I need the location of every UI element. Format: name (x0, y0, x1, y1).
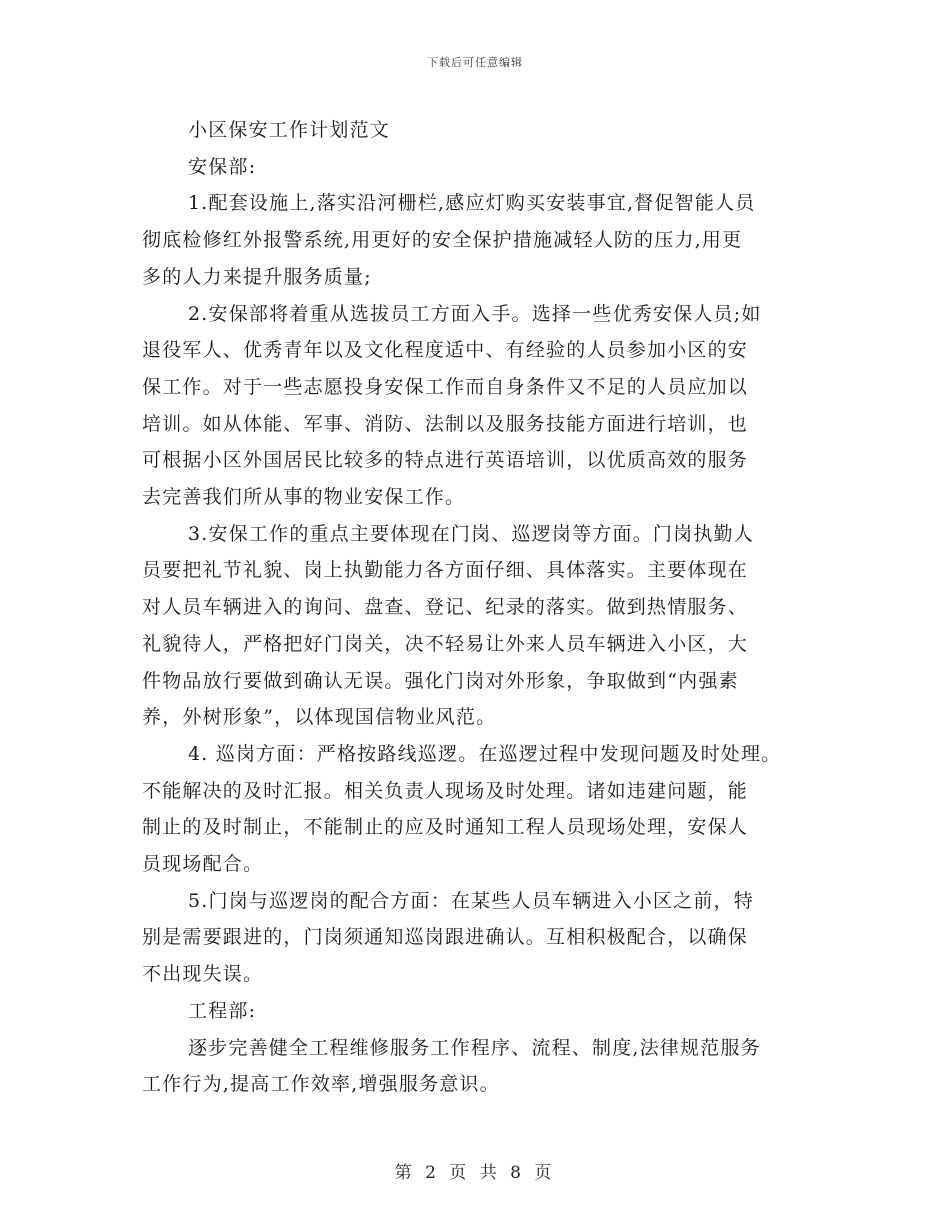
text-line: 多的人力来提升服务质量; (142, 265, 372, 288)
text-line: 2.安保部将着重从选拔员工方面入手。选择一些优秀安保人员;如 (188, 302, 762, 325)
text-line: 退役军人、优秀青年以及文化程度适中、有经验的人员参加小区的安 (142, 339, 749, 362)
text-line: 别是需要跟进的，门岗须通知巡岗跟进确认。互相积极配合，以确保 (142, 926, 749, 949)
text-line: 可根据小区外国居民比较多的特点进行英语培训，以优质高效的服务 (142, 449, 749, 472)
text-line: 员要把礼节礼貌、岗上执勤能力各方面仔细、具体落实。主要体现在 (142, 559, 749, 582)
text-line: 不出现失误。 (142, 963, 264, 986)
text-line: 对人员车辆进入的询问、盘查、登记、纪录的落实。做到热情服务、 (142, 596, 749, 619)
text-line: 员现场配合。 (142, 853, 264, 876)
text-line: 4. 巡岗方面：严格按路线巡逻。在巡逻过程中发现问题及时处理。 (188, 742, 782, 765)
text-line: 养，外树形象”，以体现国信物业风范。 (142, 706, 497, 729)
text-line: 彻底检修红外报警系统,用更好的安全保护措施减轻人防的压力,用更 (142, 229, 743, 252)
text-line: 礼貌待人，严格把好门岗关，决不轻易让外来人员车辆进入小区，大 (142, 632, 749, 655)
document-body (142, 112, 807, 1103)
text-line: 培训。如从体能、军事、消防、法制以及服务技能方面进行培训，也 (142, 412, 749, 435)
document-title: 小区保安工作计划范文 (188, 119, 391, 141)
text-line: 逐步完善健全工程维修服务工作程序、流程、制度,法律规范服务 (188, 1036, 761, 1059)
section-heading-security: 安保部: (188, 155, 257, 178)
text-line: 工作行为,提高工作效率,增强服务意识。 (142, 1073, 500, 1096)
text-line: 去完善我们所从事的物业安保工作。 (142, 486, 466, 509)
text-line: 制止的及时制止，不能制止的应及时通知工程人员现场处理，安保人 (142, 816, 749, 839)
page-header: 下载后可任意编辑 (427, 56, 523, 69)
text-line: 5.门岗与巡逻岗的配合方面：在某些人员车辆进入小区之前，特 (188, 889, 754, 912)
text-line: 1.配套设施上,落实沿河栅栏,感应灯购买安装事宜,督促智能人员 (188, 192, 756, 215)
text-line: 件物品放行要做到确认无误。强化门岗对外形象，争取做到“内强素 (142, 669, 739, 692)
page-number-footer: 第 2 页 共 8 页 (394, 1163, 556, 1183)
section-heading-engineering: 工程部: (188, 999, 257, 1022)
text-line: 不能解决的及时汇报。相关负责人现场及时处理。诸如违建问题，能 (142, 779, 749, 802)
text-line: 保工作。对于一些志愿投身安保工作而自身条件又不足的人员应加以 (142, 375, 749, 398)
text-line: 3.安保工作的重点主要体现在门岗、巡逻岗等方面。门岗执勤人 (188, 522, 754, 545)
